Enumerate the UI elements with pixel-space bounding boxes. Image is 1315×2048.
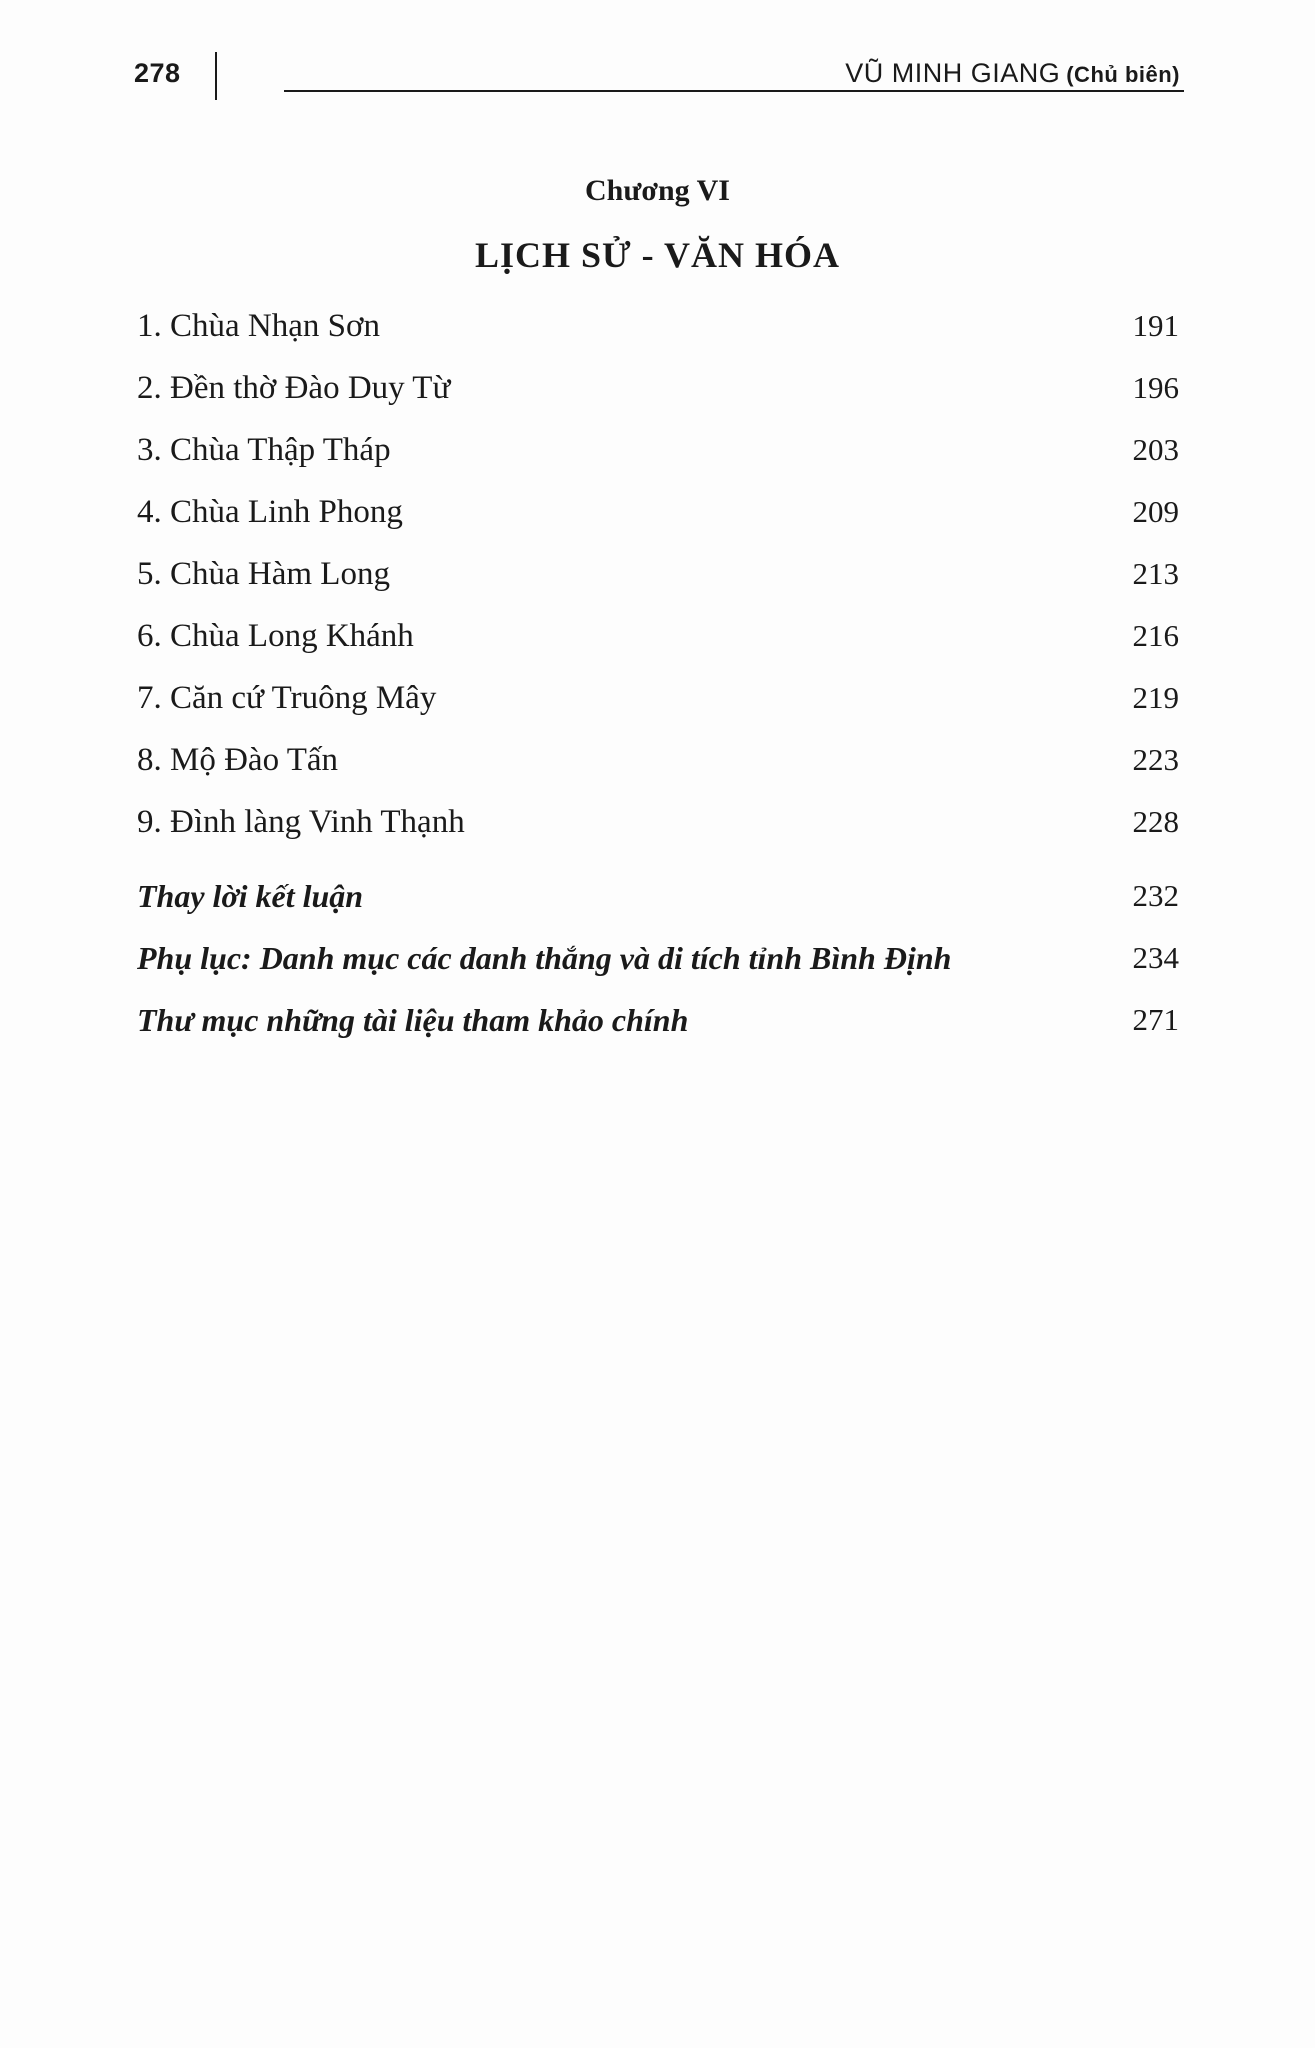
toc-entry-page: 213 — [1132, 556, 1179, 591]
toc-entry-page: 216 — [1132, 618, 1179, 653]
toc-entry-page: 209 — [1132, 494, 1179, 529]
toc-entry-label: 5. Chùa Hàm Long — [137, 556, 390, 592]
toc-entry-label: 6. Chùa Long Khánh — [137, 618, 414, 654]
toc-entry-label: 1. Chùa Nhạn Sơn — [137, 308, 380, 344]
toc-entry-page: 223 — [1132, 742, 1179, 777]
toc-entry-page: 228 — [1132, 804, 1179, 839]
running-header — [134, 52, 1184, 102]
running-title — [845, 58, 1180, 89]
page-number: 278 — [134, 58, 181, 88]
toc-entry-label: Thay lời kết luận — [137, 878, 364, 914]
toc-entry-page: 219 — [1132, 680, 1179, 715]
toc-gap — [137, 866, 1182, 878]
toc-entry-label: 2. Đền thờ Đào Duy Từ — [137, 370, 451, 406]
header-divider — [215, 52, 217, 100]
toc-back-matter-entry — [137, 1002, 1182, 1064]
editor-note: (Chủ biên) — [1066, 62, 1180, 87]
table-of-contents — [137, 308, 1182, 1064]
toc-entry-page: 196 — [1132, 370, 1179, 405]
toc-entry — [137, 680, 1182, 742]
toc-entry-label: 4. Chùa Linh Phong — [137, 494, 403, 530]
toc-entry-label: Thư mục những tài liệu tham khảo chính — [137, 1002, 689, 1038]
toc-entry-label: Phụ lục: Danh mục các danh thắng và di tích tỉnh Bình Định — [137, 940, 952, 976]
toc-entry — [137, 370, 1182, 432]
toc-entry — [137, 742, 1182, 804]
toc-entry — [137, 556, 1182, 618]
toc-entry — [137, 618, 1182, 680]
author-name: VŨ MINH GIANG — [845, 58, 1061, 88]
toc-entry-label: 7. Căn cứ Truông Mây — [137, 680, 437, 716]
toc-entry — [137, 432, 1182, 494]
toc-entry — [137, 804, 1182, 866]
toc-entry-page: 232 — [1132, 878, 1179, 913]
toc-entry-page: 203 — [1132, 432, 1179, 467]
toc-entry-page: 191 — [1132, 308, 1179, 343]
toc-entry-label: 9. Đình làng Vinh Thạnh — [137, 804, 465, 840]
toc-entry-label: 8. Mộ Đào Tấn — [137, 742, 339, 778]
header-rule — [284, 90, 1184, 92]
toc-back-matter-entry — [137, 940, 1182, 1002]
toc-back-matter-entry — [137, 878, 1182, 940]
toc-entry-label: 3. Chùa Thập Tháp — [137, 432, 391, 468]
chapter-label: Chương VI — [585, 174, 730, 207]
toc-entry-page: 234 — [1132, 940, 1179, 975]
toc-entry — [137, 308, 1182, 370]
toc-entry — [137, 494, 1182, 556]
toc-entry-page: 271 — [1132, 1002, 1179, 1037]
chapter-title: LỊCH SỬ - VĂN HÓA — [474, 235, 841, 275]
